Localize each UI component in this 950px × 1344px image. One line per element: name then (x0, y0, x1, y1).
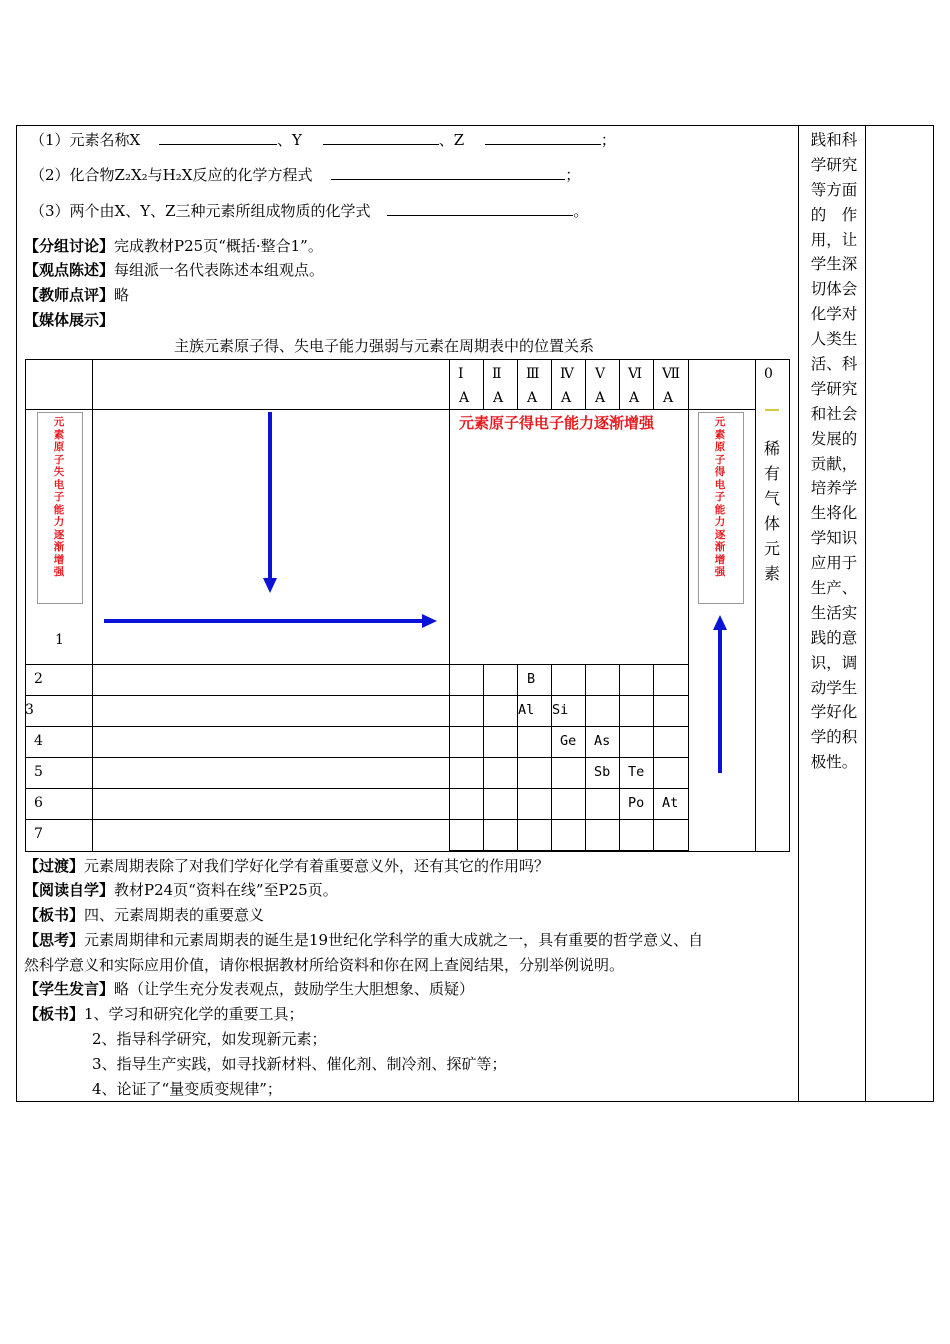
group-header-4-sub: A (561, 390, 572, 406)
board-item-3: 3、指导生产实践，如寻找新材料、催化剂、制冷剂、探矿等； (92, 1055, 507, 1073)
section-transition: 【过渡】元素周期表除了对我们学好化学有着重要意义外，还有其它的作用吗？ (24, 857, 550, 875)
up-arrow-head (713, 615, 727, 630)
group-header-7: Ⅶ (662, 366, 681, 382)
row-line (25, 726, 689, 727)
element-Si: Si (552, 702, 569, 718)
noble-gas-label: 稀 有 气 体 元 素 (764, 439, 781, 583)
grid-col (585, 664, 586, 850)
down-arrow-head (263, 578, 277, 593)
section-teacher-comment: 【教师点评】略 (24, 286, 130, 304)
row-line (25, 788, 689, 789)
gain-electron-vertical-label: 元 素 原 子 得 电 子 能 力 逐 渐 增 强 (714, 416, 726, 578)
group-header-2: Ⅱ (492, 366, 502, 382)
group-header-1-sub: A (459, 390, 470, 406)
group-header-1: Ⅰ (458, 366, 464, 382)
grid-col (688, 664, 689, 850)
row-line (449, 850, 689, 851)
section-discussion: 【分组讨论】完成教材P25页“概括·整合1”。 (24, 237, 323, 255)
group-header-3: Ⅲ (526, 366, 540, 382)
question-1: （1）元素名称X 、Y 、Z ； (30, 131, 616, 149)
row-line (25, 695, 689, 696)
group-header-2-sub: A (493, 390, 504, 406)
row-line (25, 757, 689, 758)
element-Te: Te (628, 764, 645, 780)
group-header-3-sub: A (527, 390, 538, 406)
section-think: 【思考】元素周期律和元素周期表的诞生是19世纪化学科学的重大成就之一，具有重要的哲学意义、自 (24, 931, 704, 949)
grid-col (653, 664, 654, 850)
element-Ge: Ge (560, 733, 577, 749)
table-caption: 主族元素原子得、失电子能力强弱与元素在周期表中的位置关系 (174, 337, 595, 355)
right-arrow-head (422, 614, 437, 628)
grid-col (551, 664, 552, 850)
section-think-cont: 然科学意义和实际应用价值，请你根据教材所给资料和你在网上查阅结果，分别举例说明。 (24, 956, 625, 974)
group-header-6: Ⅵ (628, 366, 643, 382)
period-6: 6 (34, 795, 43, 811)
side-column-text: 践和科 学研究 等方面 的 作 用，让 学生深 切体会 化学对 人类生 活、科 学研究 和社会 发展的 贡献， 培养学 生将化 学知识 应用于 生产、 生活实 践的意 识，调 动学生 学好化 学的积 极性。 (810, 131, 858, 772)
group-header-5: Ⅴ (595, 366, 606, 382)
board-item-2: 2、指导科学研究，如发现新元素； (92, 1030, 327, 1048)
row-line (25, 664, 689, 665)
group-header-4: Ⅳ (560, 366, 574, 382)
section-board-list: 【板书】1、学习和研究化学的重要工具； (24, 1005, 304, 1023)
element-Sb: Sb (594, 764, 611, 780)
period-1: 1 (55, 632, 64, 648)
gain-electron-horizontal-label: 元素原子得电子能力逐渐增强 (459, 414, 655, 432)
element-B: B (527, 671, 536, 687)
period-4: 4 (34, 733, 43, 749)
element-Po: Po (628, 795, 645, 811)
element-Al: Al (518, 702, 535, 718)
section-media: 【媒体展示】 (24, 311, 115, 329)
group-header-5-sub: A (595, 390, 606, 406)
element-As: As (594, 733, 611, 749)
section-board-title: 【板书】四、元素周期表的重要意义 (24, 906, 265, 924)
section-viewpoint: 【观点陈述】每组派一名代表陈述本组观点。 (24, 261, 325, 279)
question-2: （2）化合物Z₂X₂与H₂X反应的化学方程式 ； (30, 166, 581, 184)
element-At: At (662, 795, 679, 811)
section-student-speech: 【学生发言】略（让学生充分发表观点，鼓励学生大胆想象、质疑） (24, 980, 475, 998)
grid-col (619, 664, 620, 850)
section-reading: 【阅读自学】教材P24页“资料在线”至P25页。 (24, 881, 338, 899)
group-header-7-sub: A (663, 390, 674, 406)
period-2: 2 (34, 671, 43, 687)
period-7: 7 (34, 826, 43, 842)
question-3: （3）两个由X、Y、Z三种元素所组成物质的化学式 。 (30, 202, 589, 220)
period-3: 3 (25, 702, 34, 718)
row-line (25, 819, 689, 820)
grid-col (483, 664, 484, 850)
grid-col (517, 664, 518, 850)
period-5: 5 (34, 764, 43, 780)
lose-electron-label: 元 素 原 子 失 电 子 能 力 逐 渐 增 强 (53, 416, 65, 578)
group-header-6-sub: A (629, 390, 640, 406)
group-header-zero: 0 (764, 366, 773, 382)
board-item-4: 4、论证了“量变质变规律”； (92, 1080, 282, 1098)
